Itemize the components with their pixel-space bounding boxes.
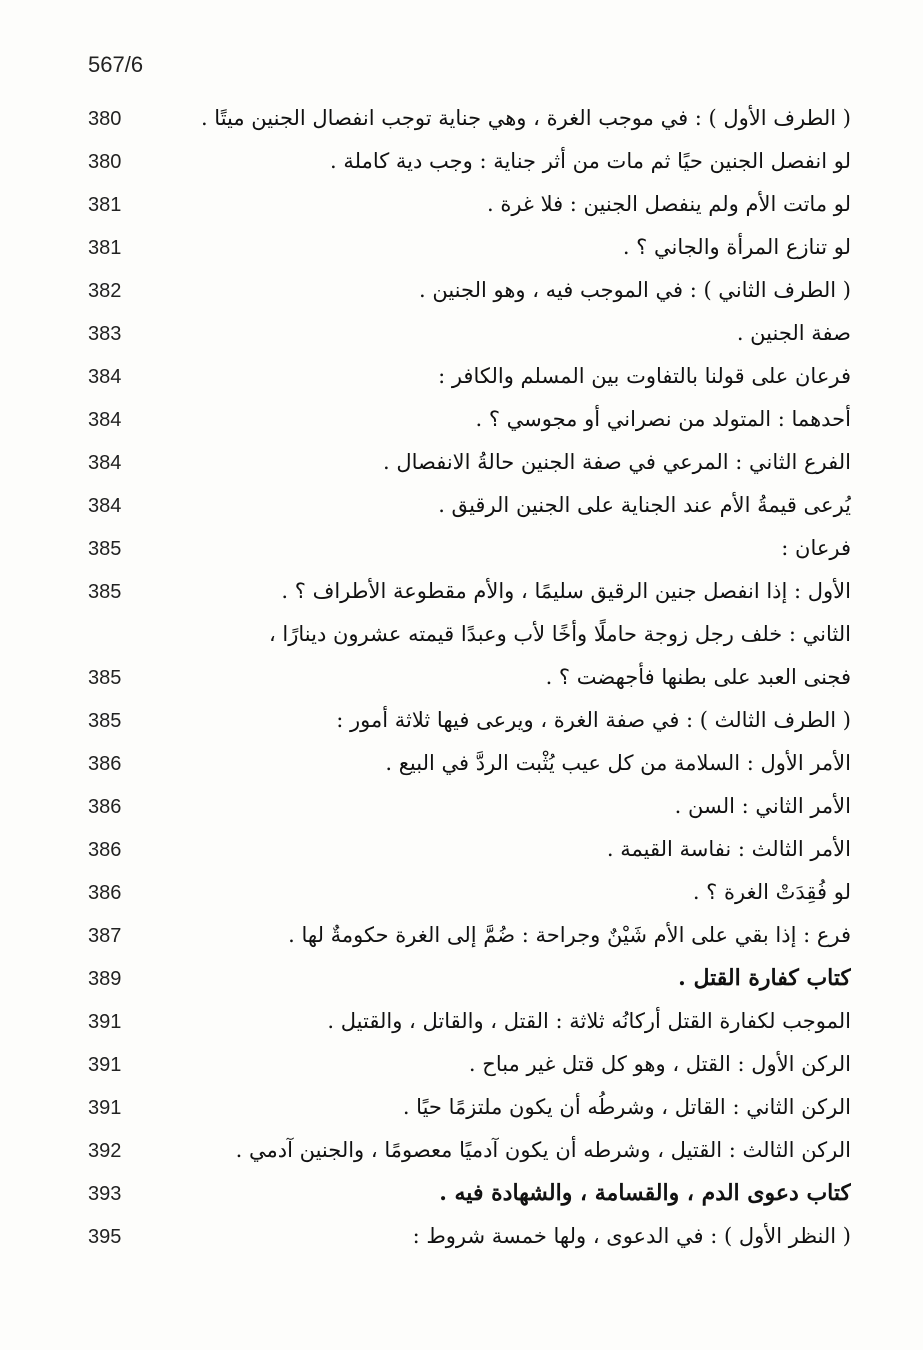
toc-entry-page: 384 xyxy=(88,452,122,474)
toc-entry-page: 385 xyxy=(88,710,122,732)
toc-entry xyxy=(0,700,923,743)
toc-entry-text: صفة الجنين . xyxy=(736,321,851,345)
toc-entry-page: 382 xyxy=(88,280,122,302)
toc-entry-text: ( الطرف الثالث ) : في صفة الغرة ، ويرعى فيها ثلاثة أمور : xyxy=(336,708,851,732)
toc-entry xyxy=(0,743,923,786)
toc-entry-text: يُرعى قيمةُ الأم عند الجناية على الجنين الرقيق . xyxy=(438,493,851,517)
toc-entry-page: 385 xyxy=(88,581,122,603)
toc-entry xyxy=(0,614,923,657)
toc-entry-text: فرع : إذا بقي على الأم شَيْنٌ وجراحة : ضُمَّ إلى الغرة حكومةٌ لها . xyxy=(288,923,851,947)
toc-entry xyxy=(0,786,923,829)
toc-entry xyxy=(0,98,923,141)
toc-entry-text: ( النظر الأول ) : في الدعوى ، ولها خمسة شروط : xyxy=(412,1224,851,1248)
toc-entry-text: الركن الثالث : القتيل ، وشرطه أن يكون آدميًا معصومًا ، والجنين آدمي . xyxy=(235,1138,851,1162)
toc-entry xyxy=(0,270,923,313)
toc-entry-text: أحدهما : المتولد من نصراني أو مجوسي ؟ . xyxy=(475,407,851,431)
toc-entry xyxy=(0,528,923,571)
toc-entry xyxy=(0,872,923,915)
toc-entry-text: الأمر الأول : السلامة من كل عيب يُثْبت الردَّ في البيع . xyxy=(385,751,851,775)
toc-entry-text: لو تنازع المرأة والجاني ؟ . xyxy=(622,235,851,259)
toc-entry-page: 393 xyxy=(88,1183,122,1205)
toc-entry-page: 381 xyxy=(88,194,122,216)
toc-entry-page: 391 xyxy=(88,1097,122,1119)
toc-entry xyxy=(0,399,923,442)
toc-entry-text: الركن الثاني : القاتل ، وشرطُه أن يكون ملتزمًا حيًا . xyxy=(402,1095,851,1119)
toc-entry-page: 384 xyxy=(88,366,122,388)
toc-entry xyxy=(0,571,923,614)
toc-entry xyxy=(0,442,923,485)
toc-entry xyxy=(0,657,923,700)
toc-entry xyxy=(0,958,923,1001)
toc-entry-text: الأول : إذا انفصل جنين الرقيق سليمًا ، والأم مقطوعة الأطراف ؟ . xyxy=(281,579,851,603)
toc-entry xyxy=(0,485,923,528)
toc-entry-heading: كتاب كفارة القتل . xyxy=(678,965,851,991)
toc-entry-page: 391 xyxy=(88,1011,122,1033)
toc-entry-page: 389 xyxy=(88,968,122,990)
toc-entry-text: الأمر الثالث : نفاسة القيمة . xyxy=(606,837,851,861)
toc-entry-page: 383 xyxy=(88,323,122,345)
toc-entry-page: 386 xyxy=(88,839,122,861)
toc-entry-text: فرعان على قولنا بالتفاوت بين المسلم والكافر : xyxy=(438,364,851,388)
toc-entry xyxy=(0,1087,923,1130)
toc-entry xyxy=(0,1216,923,1259)
toc-entry-text: فجنى العبد على بطنها فأجهضت ؟ . xyxy=(545,665,851,689)
toc-entry-page: 395 xyxy=(88,1226,122,1248)
toc-entry-heading: كتاب دعوى الدم ، والقسامة ، والشهادة فيه . xyxy=(439,1180,851,1206)
toc-entry xyxy=(0,1044,923,1087)
toc-entry-text: فرعان : xyxy=(781,536,851,560)
toc-entry-page: 386 xyxy=(88,882,122,904)
toc-entry xyxy=(0,184,923,227)
toc-entry xyxy=(0,313,923,356)
page-reference: 567/6 xyxy=(88,52,144,77)
toc-entry-text: لو فُقِدَتْ الغرة ؟ . xyxy=(692,880,851,904)
toc-entry xyxy=(0,829,923,872)
toc-entry-page: 391 xyxy=(88,1054,122,1076)
toc-entry-page: 385 xyxy=(88,538,122,560)
toc-entry-page: 385 xyxy=(88,667,122,689)
toc-entry-text: الأمر الثاني : السن . xyxy=(674,794,851,818)
toc-entry-page: 381 xyxy=(88,237,122,259)
toc-entry-text: ( الطرف الأول ) : في موجب الغرة ، وهي جناية توجب انفصال الجنين ميتًا . xyxy=(200,106,851,130)
toc-entry-page: 380 xyxy=(88,151,122,173)
toc-entry-page: 386 xyxy=(88,796,122,818)
toc-entry-page: 384 xyxy=(88,495,122,517)
toc-entry-text: ( الطرف الثاني ) : في الموجب فيه ، وهو الجنين . xyxy=(419,278,851,302)
toc-entry-page: 384 xyxy=(88,409,122,431)
toc-entry-page: 386 xyxy=(88,753,122,775)
toc-entry xyxy=(0,227,923,270)
toc-entry-text: الثاني : خلف رجل زوجة حاملًا وأخًا لأب وعبدًا قيمته عشرون دينارًا ، xyxy=(268,622,851,646)
toc-entry xyxy=(0,356,923,399)
toc-entry-text: لو انفصل الجنين حيًا ثم مات من أثر جناية : وجب دية كاملة . xyxy=(330,149,851,173)
toc-entry-text: لو ماتت الأم ولم ينفصل الجنين : فلا غرة . xyxy=(486,192,851,216)
toc-entry xyxy=(0,915,923,958)
toc-entry-text: الركن الأول : القتل ، وهو كل قتل غير مباح . xyxy=(468,1052,851,1076)
toc-entry xyxy=(0,1173,923,1216)
toc-entry xyxy=(0,1130,923,1173)
toc-entry-page: 380 xyxy=(88,108,122,130)
toc-entry-page: 387 xyxy=(88,925,122,947)
toc-entry xyxy=(0,141,923,184)
toc-entry-page: 392 xyxy=(88,1140,122,1162)
toc-entry xyxy=(0,1001,923,1044)
toc-entry-text: الفرع الثاني : المرعي في صفة الجنين حالةُ الانفصال . xyxy=(383,450,851,474)
toc-entry-text: الموجب لكفارة القتل أركانُه ثلاثة : القتل ، والقاتل ، والقتيل . xyxy=(327,1009,851,1033)
table-of-contents xyxy=(0,98,923,1259)
